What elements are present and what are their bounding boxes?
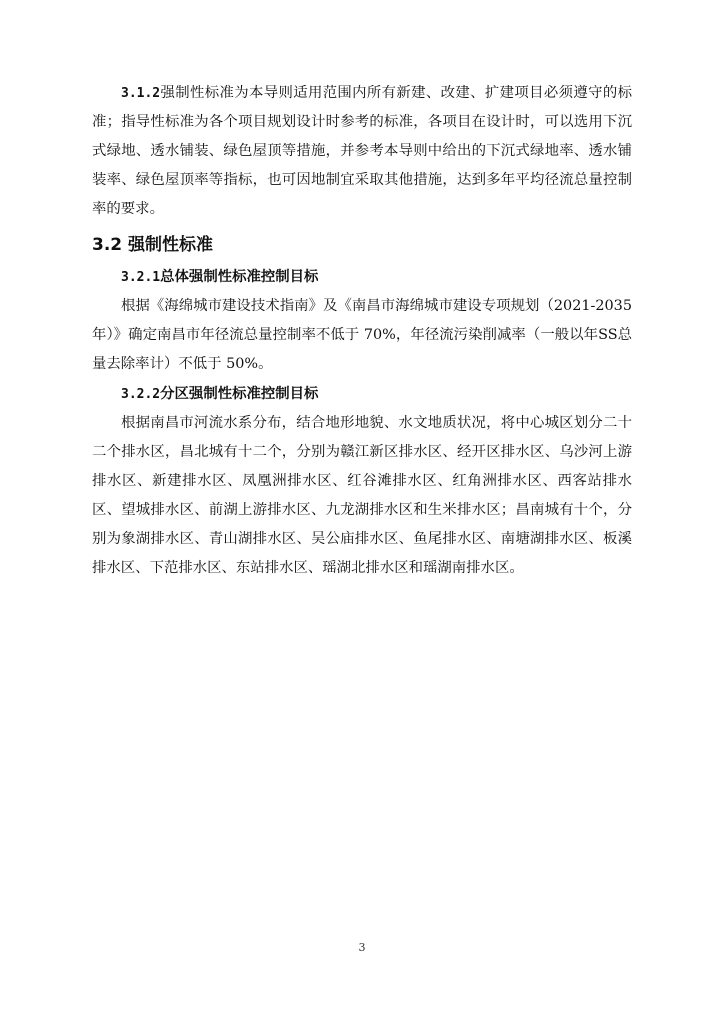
paragraph-3-1-2 — [92, 79, 632, 224]
clause-text-3-1-2: 强制性标准为本导则适用范围内所有新建、改建、扩建项目必须遵守的标准；指导性标准为各个项目规划设计时参考的标准，各项目在设计时，可以选用下沉式绿地、透水铺装、绿色屋顶等措施，并参考本导则中给出的下沉式绿地率、透水铺装率、绿色屋顶率等指标，也可因地制宜采取其他措施，达到多年平均径流总量控制率的要求。 — [92, 85, 632, 217]
page-number: 3 — [358, 941, 366, 954]
heading-text-3-2-1: 总体强制性标准控制目标 — [160, 268, 319, 285]
subsection-heading-3-2-1 — [92, 262, 632, 292]
clause-number-3-2-2: 3.2.2 — [121, 387, 161, 402]
paragraph-3-2-1: 根据《海绵城市建设技术指南》及《南昌市海绵城市建设专项规划（2021-2035年）》确定南昌市年径流总量控制率不低于 70%，年径流污染削减率（一般以年SS总量去除率计）不低于 50%。 — [92, 298, 632, 372]
subsection-heading-3-2-2 — [92, 379, 632, 409]
clause-number-3-2-1: 3.2.1 — [121, 270, 161, 285]
section-heading-3-2: 3.2 强制性标准 — [92, 235, 214, 255]
paragraph-3-2-2: 根据南昌市河流水系分布，结合地形地貌、水文地质状况，将中心城区划分二十二个排水区，昌北城有十二个，分别为赣江新区排水区、经开区排水区、乌沙河上游排水区、新建排水区、凤凰洲排水区、红谷滩排水区、红角洲排水区、西客站排水区、望城排水区、前湖上游排水区、九龙湖排水区和生米排水区；昌南城有十个，分别为象湖排水区、青山湖排水区、吴公庙排水区、鱼尾排水区、南塘湖排水区、板溪排水区、下范排水区、东站排水区、瑶湖北排水区和瑶湖南排水区。 — [92, 415, 632, 576]
heading-text-3-2-2: 分区强制性标准控制目标 — [160, 385, 319, 402]
clause-number-3-1-2: 3.1.2 — [121, 86, 161, 101]
page-body — [92, 79, 632, 583]
